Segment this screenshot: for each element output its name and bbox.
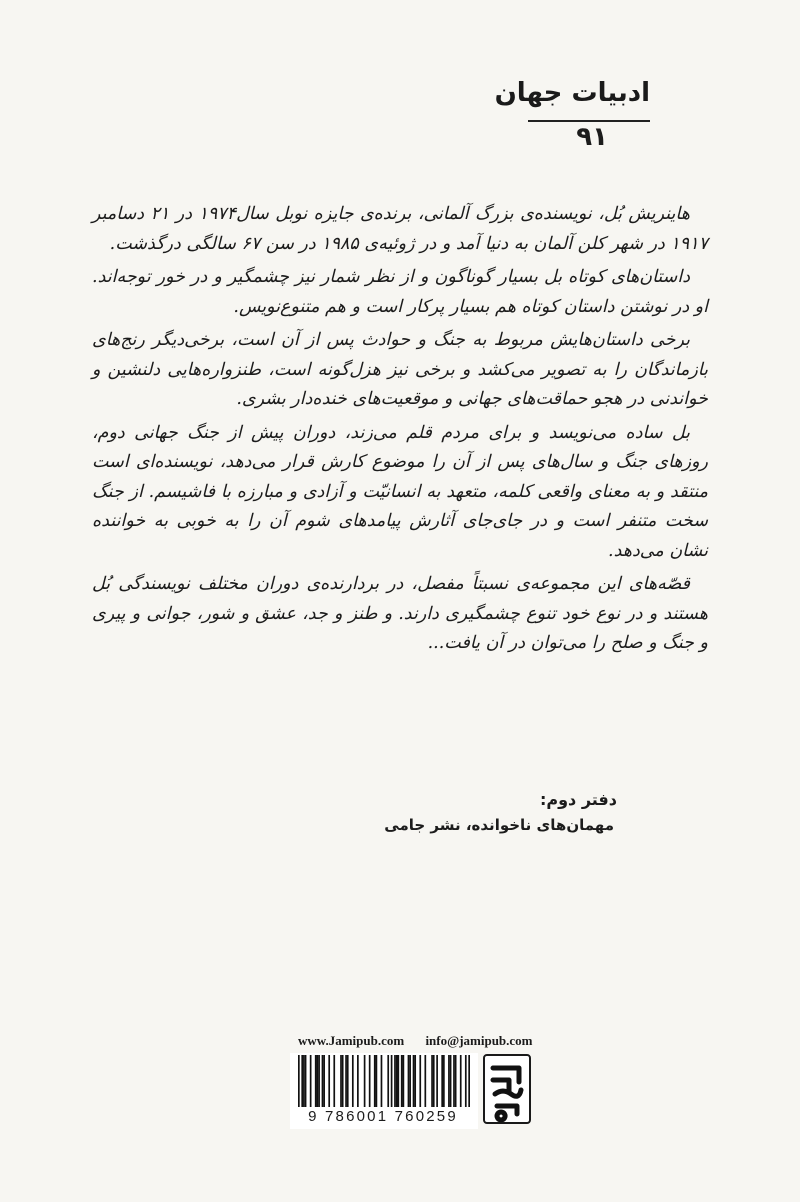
jami-publisher-logo-icon [483, 1054, 531, 1124]
barcode-bar [317, 1055, 319, 1107]
barcode-bar [436, 1055, 438, 1107]
barcode-bar [460, 1055, 462, 1107]
barcode-bar [468, 1055, 470, 1107]
barcode-bar [352, 1055, 354, 1107]
barcode-bar [374, 1055, 376, 1107]
barcode-bar [455, 1055, 457, 1107]
series-number: ۹۱ [576, 122, 608, 152]
barcode-bar [443, 1055, 445, 1107]
barcode-bar [322, 1055, 324, 1107]
barcode-bar [409, 1055, 411, 1107]
barcode-bar [323, 1055, 325, 1107]
email-link[interactable]: info@jamipub.com [425, 1033, 533, 1048]
barcode-bar [413, 1055, 415, 1107]
barcode-bar [431, 1055, 433, 1107]
barcode-bar [391, 1055, 393, 1107]
barcode-bar [340, 1055, 342, 1107]
barcode-bar [453, 1055, 455, 1107]
volume-title: مهمان‌های ناخوانده، نشر جامی [384, 816, 614, 834]
barcode-bar [357, 1055, 359, 1107]
blurb-paragraph: برخی داستان‌هایش مربوط به جنگ و حوادث پس از آن است، برخی‌دیگر رنج‌های بازماندگان را به تصویر می‌کشد و برخی نیز هزل‌گونه است، طنزواره‌هایی دلنشین و خواندنی در هجو حماقت‌های جهانی و موقعیت‌های خنده‌دار بشری. [92, 330, 708, 409]
isbn-number: 9 786001 760259 [293, 1108, 473, 1125]
publisher-contact [298, 1033, 551, 1049]
barcode-bar [342, 1055, 344, 1107]
barcode-bar [347, 1055, 349, 1107]
volume-heading: دفتر دوم: [539, 790, 617, 809]
barcode-bar [433, 1055, 435, 1107]
blurb-paragraph: هاینریش بُل، نویسنده‌ی بزرگ آلمانی، برنده‌ی جایزه نوبل سال۱۹۷۴ در ۲۱ دسامبر ۱۹۱۷ در شهر کلن آلمان به دنیا آمد و در ژوئیه‌ی ۱۹۸۵ در سن ۶۷ سالگی درگذشت. [92, 204, 708, 254]
barcode-bar [394, 1055, 396, 1107]
blurb-paragraph: داستان‌های کوتاه بل بسیار گوناگون و از نظر شمار نیز چشمگیر و در خور توجه‌اند. او در نوشتن داستان کوتاه هم بسیار پرکار است و هم متنوع‌نویس. [92, 267, 708, 317]
website-link[interactable]: www.Jamipub.com [298, 1033, 405, 1048]
barcode-bar [345, 1055, 347, 1107]
blurb-paragraph: بل ساده می‌نویسد و برای مردم قلم می‌زند، دوران پیش از جنگ جهانی دوم، روزهای جنگ و سال‌های پس از آن را موضوع کارش قرار می‌دهد، نویسنده‌ای است منتقد و به معنای واقعی کلمه، متعهد به انسانیّت و آزادی و مبارزه با فاشیسم. از جنگ سخت متنفر است و در جای‌جای آثارش پیامدهای شوم آن را به خوبی به خواننده نشان می‌دهد. [92, 422, 708, 561]
barcode-bar [318, 1055, 320, 1107]
barcode-bar [364, 1055, 366, 1107]
blurb-text [92, 200, 708, 663]
barcode-bar [305, 1055, 307, 1107]
barcode-bar [419, 1055, 421, 1107]
barcode-bar [465, 1055, 467, 1107]
barcode-bar [301, 1055, 303, 1107]
blurb-paragraph: قصّه‌های این مجموعه‌ی نسبتاً مفصل، در بردارنده‌ی دوران مختلف نویسندگی بُل هستند و در نوع خود تنوع چشمگیری دارند. و طنز و جد، عشق و شور، جوانی و پیری و جنگ و صلح را می‌توان در آن یافت... [92, 574, 708, 653]
barcode-bar [369, 1055, 371, 1107]
barcode-bar [401, 1055, 403, 1107]
barcode-bar [450, 1055, 452, 1107]
barcode-bar [408, 1055, 410, 1107]
barcode-bar [381, 1055, 383, 1107]
barcode-bar [397, 1055, 399, 1107]
barcode-bars [298, 1055, 470, 1111]
barcode-bar [333, 1055, 335, 1107]
barcode-bar [403, 1055, 405, 1107]
barcode-bar [298, 1055, 300, 1107]
barcode-bar [376, 1055, 378, 1107]
barcode-bar [441, 1055, 443, 1107]
barcode-bar [328, 1055, 330, 1107]
barcode-bar [303, 1055, 305, 1107]
barcode-bar [424, 1055, 426, 1107]
barcode-bar [315, 1055, 317, 1107]
barcode-bar [414, 1055, 416, 1107]
barcode-bar [310, 1055, 312, 1107]
barcode-bar [448, 1055, 450, 1107]
series-title: ادبیات جهان [494, 78, 650, 108]
barcode-bar [387, 1055, 389, 1107]
barcode-bar [396, 1055, 398, 1107]
